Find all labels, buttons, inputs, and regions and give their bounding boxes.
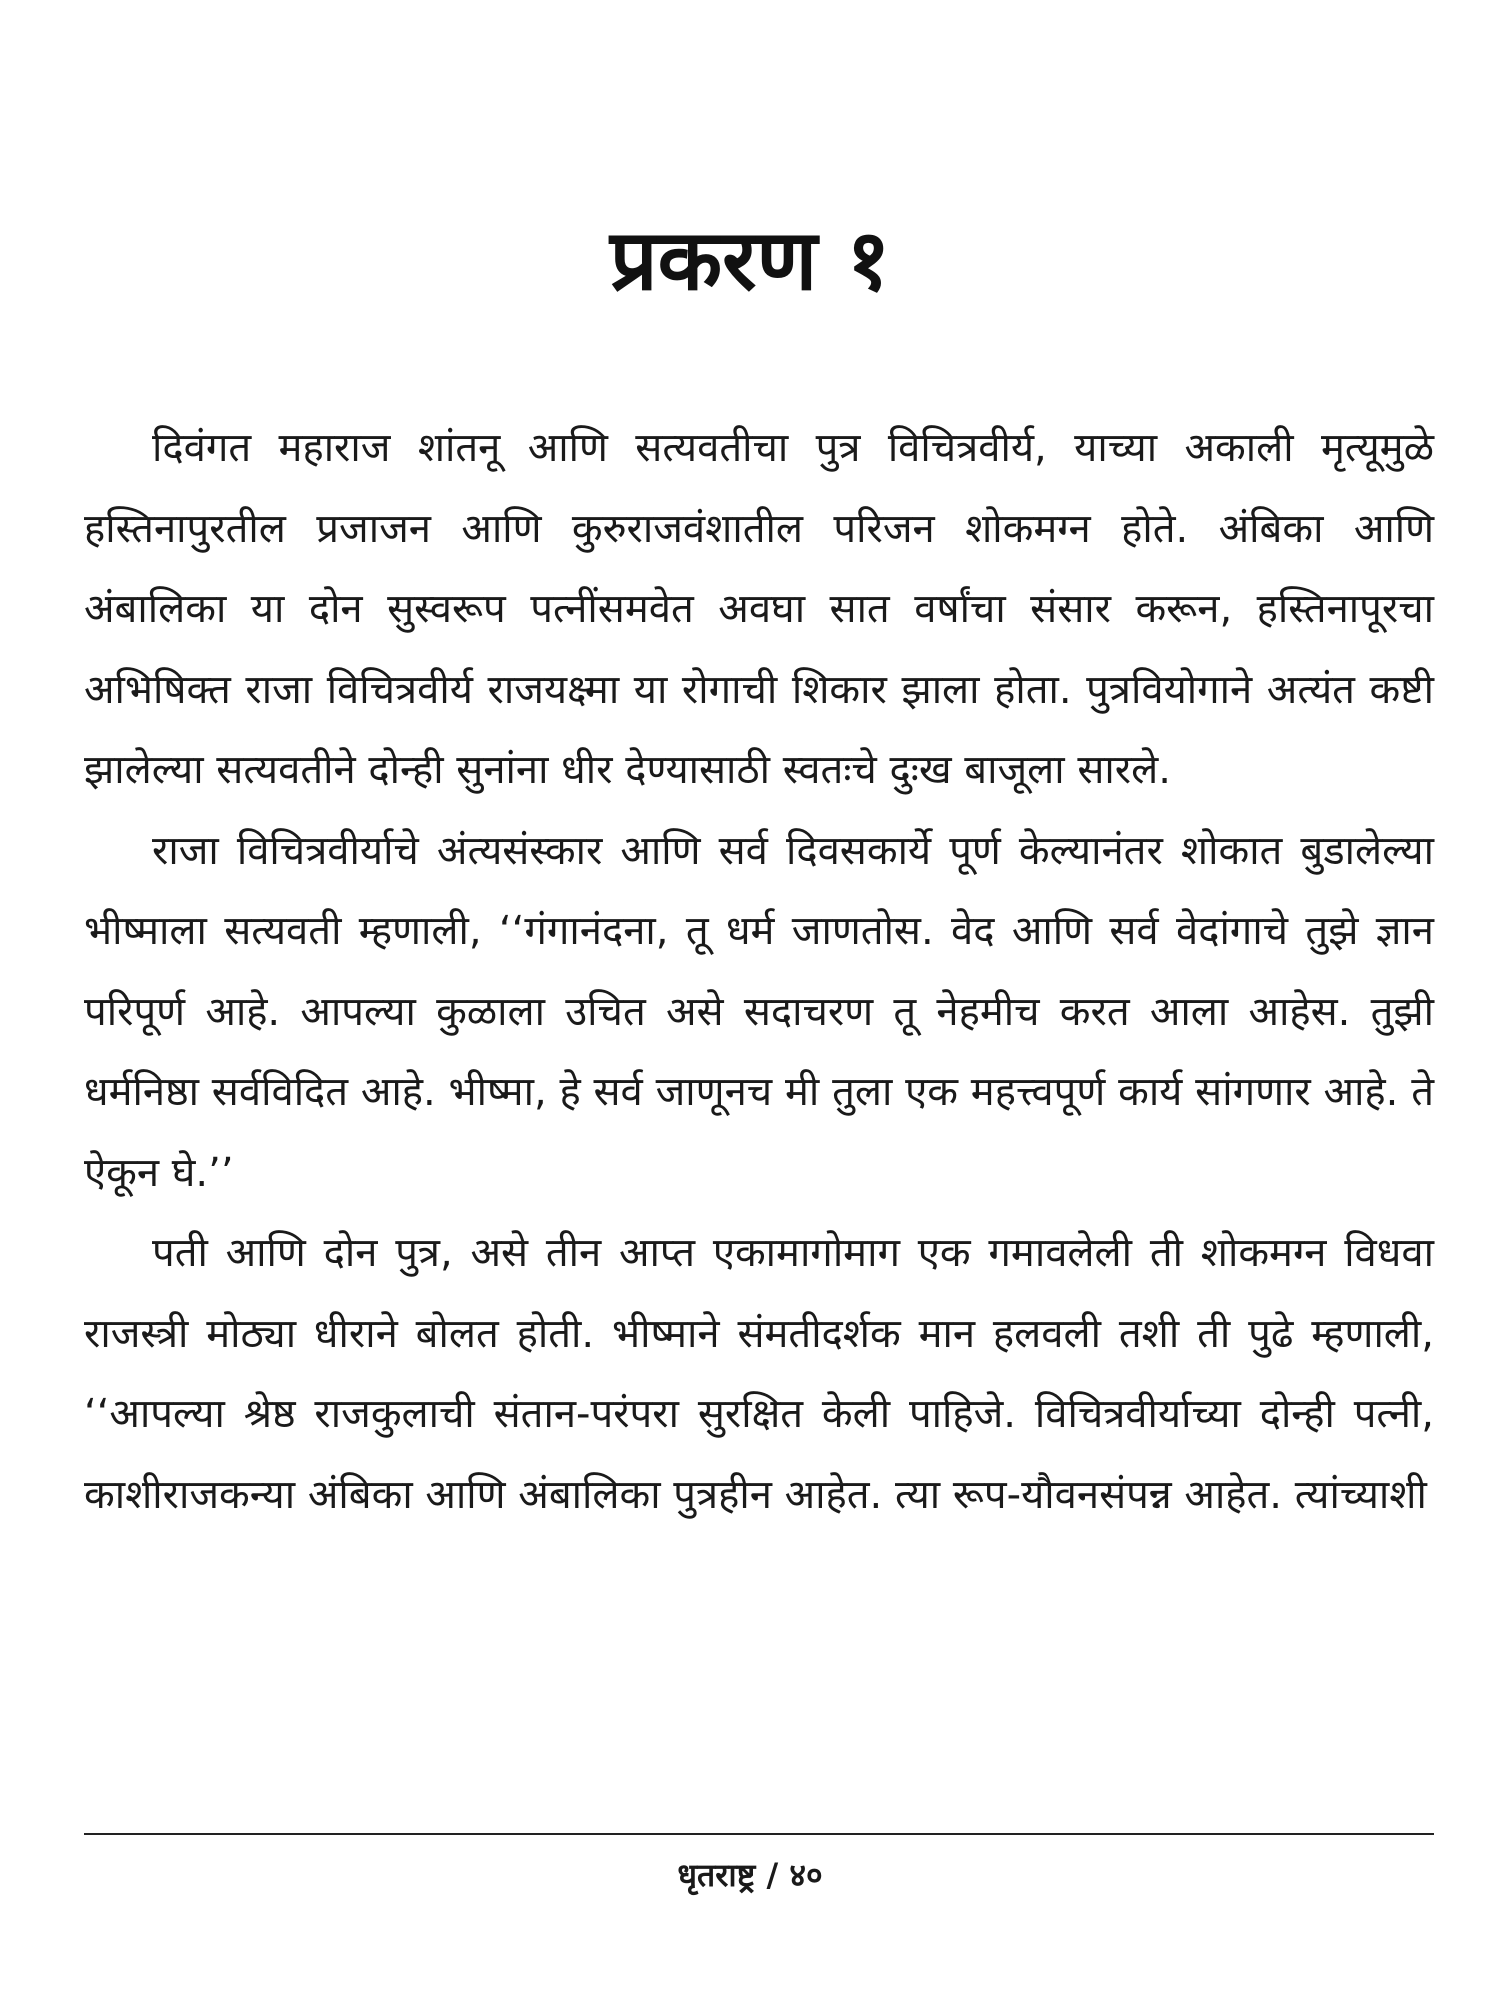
paragraph: दिवंगत महाराज शांतनू आणि सत्यवतीचा पुत्र विचित्रवीर्य, याच्या अकाली मृत्यूमुळे हस्तिनापुरतील प्रजाजन आणि कुरुराजवंशातील परिजन शोकमग्न होते. अंबिका आणि अंबालिका या दोन सुस्वरूप पत्नींसमवेत अवघा सात वर्षांचा संसार करून, हस्तिनापूरचा अभिषिक्त राजा विचित्रवीर्य राजयक्ष्मा या रोगाची शिकार झाला होता. पुत्रवियोगाने अत्यंत कष्टी झालेल्या सत्यवतीने दोन्ही सुनांना धीर देण्यासाठी स्वतःचे दुःख बाजूला सारले. bbox=[84, 425, 1434, 793]
footer-divider bbox=[84, 1833, 1434, 1835]
chapter-title: प्रकरण १ bbox=[609, 211, 891, 309]
paragraph: राजा विचित्रवीर्याचे अंत्यसंस्कार आणि सर्व दिवसकार्ये पूर्ण केल्यानंतर शोकात बुडालेल्या भीष्माला सत्यवती म्हणाली, ‘‘गंगानंदना, तू धर्म जाणतोस. वेद आणि सर्व वेदांगाचे तुझे ज्ञान परिपूर्ण आहे. आपल्या कुळाला उचित असे सदाचरण तू नेहमीच करत आला आहेस. तुझी धर्मनिष्ठा सर्वविदित आहे. भीष्मा, हे सर्व जाणूनच मी तुला एक महत्त्वपूर्ण कार्य सांगणार आहे. ते ऐकून घे.’’ bbox=[84, 827, 1434, 1196]
body-text bbox=[84, 408, 1434, 1535]
paragraph: पती आणि दोन पुत्र, असे तीन आप्त एकामागोमाग एक गमावलेली ती शोकमग्न विधवा राजस्त्री मोठ्या धीराने बोलत होती. भीष्माने संमतीदर्शक मान हलवली तशी ती पुढे म्हणाली, ‘‘आपल्या श्रेष्ठ राजकुलाची संतान-परंपरा सुरक्षित केली पाहिजे. विचित्रवीर्याच्या दोन्ही पत्नी, काशीराजकन्या अंबिका आणि अंबालिका पुत्रहीन आहेत. त्या रूप-यौवनसंपन्न आहेत. त्यांच्याशी bbox=[84, 1230, 1434, 1518]
page-footer: धृतराष्ट्र / ४० bbox=[677, 1856, 823, 1894]
